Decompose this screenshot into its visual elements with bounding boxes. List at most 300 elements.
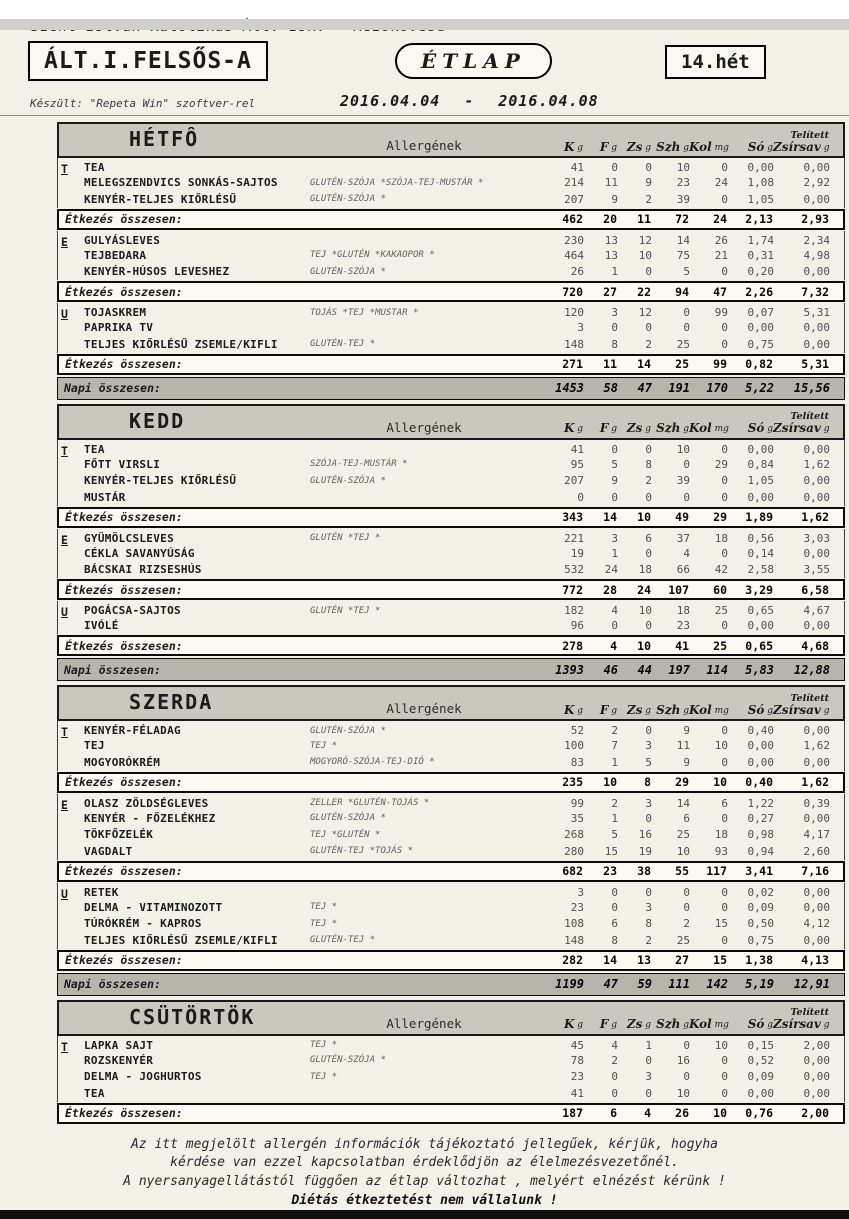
day-total-value: 5,22 — [745, 381, 774, 395]
menu-item-row — [58, 158, 844, 175]
item-value: 0 — [645, 546, 652, 560]
meal-total-value: 0,65 — [745, 638, 773, 653]
item-value: 2 — [645, 192, 652, 206]
meal-total-value: 55 — [675, 864, 689, 878]
item-value: 0,07 — [747, 306, 774, 319]
menu-item-row — [58, 843, 844, 860]
meal-total-value: 10 — [603, 775, 617, 789]
item-value: 0 — [721, 755, 728, 769]
week-number-box: 14.hét — [665, 45, 766, 79]
day-name: SZERDA — [129, 690, 214, 714]
column-header — [689, 141, 727, 154]
column-unit: g — [608, 1020, 617, 1031]
item-value: 532 — [564, 563, 584, 577]
item-value: 464 — [564, 248, 584, 262]
meal-total-value: 4,13 — [801, 953, 829, 967]
item-value: 2,58 — [747, 563, 774, 577]
item-value: 2,00 — [803, 1038, 830, 1052]
item-value: 3 — [645, 739, 652, 753]
footer-note — [0, 1136, 849, 1211]
item-value: 4,98 — [803, 248, 830, 262]
item-name: FŐTT VIRSLI — [84, 457, 161, 471]
meal-total-value: 24 — [713, 212, 727, 226]
column-header — [651, 141, 689, 154]
item-value: 100 — [564, 739, 584, 753]
meal-total-value: 187 — [562, 1106, 583, 1120]
item-allergens: TEJ * — [310, 1071, 338, 1082]
day-total-value: 197 — [668, 662, 690, 677]
column-label: Kol — [689, 139, 712, 154]
item-name: TEA — [84, 1086, 105, 1100]
item-value: 0 — [721, 933, 728, 947]
item-value: 1,74 — [747, 233, 774, 247]
item-value: 0 — [683, 1070, 690, 1084]
meal-total-value: 14 — [603, 510, 617, 524]
footer-line-bold: Diétás étkeztetést nem vállalunk ! — [291, 1193, 558, 1209]
item-value: 148 — [564, 933, 584, 947]
column-unit: g — [820, 142, 830, 153]
column-label: Só — [747, 139, 765, 154]
item-value: 230 — [564, 233, 584, 247]
item-name: TEJ — [84, 739, 105, 753]
document-title-badge: ÉTLAP — [395, 43, 552, 79]
item-value: 221 — [564, 531, 584, 545]
item-name: KENYÉR-TELJES KIŐRLÉSŰ — [84, 192, 237, 206]
day-name: HÉTFÔ — [129, 127, 200, 151]
meal-total-value: 0,76 — [745, 1106, 773, 1120]
item-value: 19 — [638, 844, 652, 858]
meal-total-value: 2,93 — [801, 212, 829, 226]
column-label: K — [563, 139, 575, 154]
item-value: 1,05 — [747, 474, 774, 488]
meal-total-value: 29 — [713, 510, 727, 524]
column-label: Zsírsav — [773, 139, 821, 154]
item-value: 2 — [645, 337, 652, 351]
item-value: 11 — [604, 176, 618, 190]
meal-total-value: 23 — [603, 864, 617, 878]
column-label: K — [563, 1017, 575, 1032]
column-label: Só — [747, 421, 765, 436]
menu-item-row — [58, 336, 844, 353]
item-value: 0,00 — [803, 1070, 830, 1084]
menu-item-row — [58, 545, 844, 562]
item-allergens: TEJ *GLUTÉN * — [310, 829, 381, 840]
meal-marker: T — [61, 1039, 68, 1054]
item-name: TEA — [84, 161, 105, 174]
day-total-value: 44 — [637, 662, 652, 677]
column-label: F — [599, 702, 609, 717]
item-value: 0 — [611, 161, 618, 174]
column-label: Szh — [656, 1017, 681, 1032]
item-value: 0 — [611, 490, 618, 504]
column-header — [617, 141, 651, 154]
item-value: 0 — [645, 811, 652, 825]
item-allergens: GLUTÉN-SZÓJA *SZÓJA-TEJ-MUSTÁR * — [310, 177, 484, 188]
item-name: KENYÉR-HÚSOS LEVESHEZ — [84, 265, 230, 279]
item-value: 12 — [638, 233, 652, 247]
column-unit: g — [764, 1020, 773, 1031]
day-header — [57, 404, 845, 440]
item-value: 7 — [611, 739, 618, 753]
meal-total-value: 20 — [603, 212, 617, 226]
column-label: Zs — [626, 702, 643, 717]
item-value: 9 — [611, 192, 618, 206]
meal-total-label: Étkezés összesen: — [65, 357, 183, 371]
meal-marker-cell — [58, 303, 84, 322]
item-value: 41 — [570, 1086, 584, 1100]
meal-marker-cell — [58, 440, 84, 459]
item-value: 0,56 — [747, 531, 774, 545]
item-value: 25 — [676, 828, 690, 842]
day-header — [57, 122, 845, 158]
column-unit: g — [642, 424, 651, 435]
meal-marker-cell — [58, 529, 84, 548]
item-name: TOJASKREM — [84, 306, 147, 319]
item-name: BÁCSKAI RIZSESHÚS — [84, 563, 202, 577]
item-value: 3,55 — [803, 563, 830, 577]
column-label: Kol — [689, 421, 712, 436]
item-allergens: GLUTÉN-SZÓJA * — [310, 475, 386, 486]
column-header — [583, 704, 617, 717]
item-value: 8 — [611, 933, 618, 947]
day-header — [57, 685, 845, 721]
meal-total-value: 2,26 — [745, 284, 773, 299]
column-label: Szh — [656, 702, 681, 717]
item-value: 0,00 — [803, 490, 830, 504]
day-section — [57, 404, 845, 682]
column-unit: g — [574, 1020, 583, 1031]
item-value: 0 — [721, 474, 728, 488]
meal-total-label: Étkezés összesen: — [65, 864, 183, 878]
column-header — [617, 1018, 651, 1031]
meal-total-value: 94 — [675, 284, 689, 299]
item-value: 0,50 — [747, 917, 774, 931]
column-label: Zsírsav — [773, 1017, 821, 1032]
menu-item-row — [58, 827, 844, 844]
item-allergens: SZÓJA-TEJ-MUSTÁR * — [310, 459, 408, 470]
meal-total-value: 720 — [562, 284, 583, 299]
item-allergens: GLUTÉN-SZÓJA * — [310, 725, 386, 736]
menu-item-row — [58, 1052, 844, 1069]
item-value: 1 — [611, 755, 618, 769]
item-value: 10 — [676, 844, 690, 858]
item-value: 0 — [721, 1053, 728, 1067]
menu-document-page — [0, 19, 849, 1219]
item-value: 0,00 — [747, 442, 774, 456]
day-total-value: 1199 — [555, 977, 584, 991]
meal-group — [57, 529, 845, 579]
item-value: 42 — [714, 563, 728, 577]
item-value: 9 — [683, 724, 690, 737]
item-value: 3 — [577, 321, 584, 335]
item-value: 23 — [570, 1070, 584, 1084]
item-value: 0 — [611, 885, 618, 899]
day-total-value: 114 — [706, 662, 728, 677]
scan-bottom-edge — [0, 1210, 849, 1219]
item-value: 0,00 — [747, 739, 774, 753]
item-value: 52 — [570, 724, 584, 737]
item-value: 0 — [645, 724, 652, 737]
item-value: 0,00 — [803, 619, 830, 633]
item-value: 0,00 — [747, 161, 774, 174]
date-separator: - — [464, 92, 475, 110]
column-unit: g — [680, 705, 689, 716]
meal-total-row — [57, 635, 845, 656]
meal-total-value: 1,38 — [745, 953, 773, 967]
meal-total-value: 3,29 — [745, 582, 773, 597]
column-header — [773, 1008, 829, 1031]
item-allergens: GLUTÉN *TEJ * — [310, 533, 381, 543]
item-allergens: GLUTÉN-SZÓJA * — [310, 1055, 386, 1066]
item-value: 214 — [564, 176, 584, 190]
day-total-label: Napi összesen: — [64, 977, 161, 991]
item-allergens: GLUTÉN *TEJ * — [310, 605, 381, 616]
item-value: 2 — [683, 917, 690, 931]
item-value: 3 — [645, 1070, 652, 1084]
meal-group — [57, 1036, 845, 1102]
day-section — [57, 1000, 845, 1124]
meal-group — [57, 158, 845, 208]
allergens-column-header: Allergének — [386, 138, 462, 153]
item-value: 0 — [645, 885, 652, 899]
meal-total-value: 14 — [637, 357, 651, 371]
menu-item-row — [58, 794, 844, 811]
column-label: Zsírsav — [773, 421, 821, 436]
scan-top-edge — [0, 19, 849, 30]
software-credit: Készült: "Repeta Win" szoftver-rel — [30, 97, 256, 110]
item-value: 0,00 — [803, 933, 830, 947]
meal-marker-cell — [58, 158, 84, 177]
menu-item-row — [58, 489, 844, 506]
item-value: 0 — [645, 321, 652, 335]
meal-group — [57, 721, 845, 771]
menu-item-row — [58, 440, 844, 457]
item-value: 0,75 — [747, 337, 774, 351]
item-name: OLASZ ZÖLDSÉGLEVES — [84, 796, 209, 810]
day-total-value: 47 — [603, 977, 618, 991]
item-value: 0 — [645, 442, 652, 456]
item-value: 2 — [611, 1053, 618, 1067]
item-value: 1 — [645, 1038, 652, 1052]
item-allergens: GLUTÉN-SZÓJA * — [310, 813, 386, 824]
item-value: 0,00 — [803, 885, 830, 899]
item-value: 2 — [645, 474, 652, 488]
item-value: 0 — [645, 1086, 652, 1100]
item-value: 4 — [611, 604, 618, 617]
column-header — [539, 704, 583, 717]
item-name: TÚRÓKRÉM - KAPROS — [84, 917, 202, 931]
subheader-row — [0, 91, 849, 116]
column-label: F — [599, 421, 609, 436]
item-value: 10 — [676, 1086, 690, 1100]
column-unit: g — [764, 142, 773, 153]
item-value: 0 — [721, 265, 728, 279]
menu-item-row — [58, 231, 844, 248]
item-value: 0,40 — [747, 724, 774, 737]
item-name: RETEK — [84, 885, 119, 899]
meal-total-value: 1,62 — [801, 775, 829, 789]
menu-item-row — [58, 721, 844, 738]
item-value: 4,17 — [803, 828, 830, 842]
item-value: 148 — [564, 337, 584, 351]
column-header — [617, 422, 651, 435]
meal-total-value: 4 — [644, 1106, 651, 1120]
menu-item-row — [58, 175, 844, 192]
item-value: 0,20 — [747, 265, 774, 279]
item-value: 0 — [721, 1086, 728, 1100]
meal-total-value: 0,82 — [745, 357, 773, 371]
item-value: 0,75 — [747, 933, 774, 947]
item-value: 0,39 — [803, 796, 830, 810]
item-value: 9 — [611, 474, 618, 488]
menu-item-row — [58, 738, 844, 755]
item-value: 0,09 — [747, 900, 774, 914]
day-total-label: Napi összesen: — [64, 662, 161, 677]
item-value: 207 — [564, 474, 584, 488]
column-header — [727, 422, 773, 435]
item-value: 99 — [714, 306, 728, 319]
item-value: 8 — [645, 917, 652, 931]
item-name: ROZSKENYÉR — [84, 1053, 154, 1067]
meal-total-label: Étkezés összesen: — [65, 1106, 183, 1120]
item-value: 280 — [564, 844, 584, 858]
item-value: 41 — [570, 442, 584, 456]
day-total-label: Napi összesen: — [64, 381, 161, 395]
item-value: 0,00 — [803, 1086, 830, 1100]
meal-total-value: 13 — [637, 953, 651, 967]
item-name: DELMA - VITAMINOZOTT — [84, 900, 223, 914]
item-value: 2,34 — [803, 233, 830, 247]
item-value: 0,65 — [747, 604, 774, 617]
item-value: 1 — [611, 546, 618, 560]
column-unit: g — [608, 142, 617, 153]
item-value: 23 — [676, 176, 690, 190]
column-unit: g — [642, 142, 651, 153]
item-value: 39 — [676, 192, 690, 206]
item-value: 0,00 — [803, 811, 830, 825]
item-value: 5 — [611, 828, 618, 842]
item-value: 0,84 — [747, 457, 774, 471]
item-value: 0 — [683, 1038, 690, 1052]
meal-total-value: 14 — [603, 953, 617, 967]
column-unit: g — [820, 1020, 830, 1031]
item-value: 0 — [721, 161, 728, 174]
item-value: 15 — [714, 917, 728, 931]
meal-total-label: Étkezés összesen: — [65, 510, 183, 524]
column-unit: g — [608, 424, 617, 435]
item-name: TELJES KIŐRLÉSŰ ZSEMLE/KIFLI — [84, 933, 278, 947]
item-value: 37 — [676, 531, 690, 545]
item-value: 0 — [645, 619, 652, 633]
item-allergens: GLUTÉN-TEJ *TOJÁS * — [310, 846, 413, 857]
item-value: 0 — [721, 619, 728, 633]
item-value: 16 — [638, 828, 652, 842]
meal-total-value: 2,13 — [745, 212, 773, 226]
menu-item-row — [58, 1036, 844, 1053]
column-unit: mg — [711, 705, 729, 716]
item-value: 0,00 — [803, 442, 830, 456]
menu-item-row — [58, 191, 844, 208]
item-value: 0 — [683, 306, 690, 319]
menu-item-row — [58, 810, 844, 827]
item-value: 29 — [714, 457, 728, 471]
item-value: 5 — [611, 457, 618, 471]
item-value: 0 — [721, 900, 728, 914]
column-label: F — [599, 139, 609, 154]
item-value: 1,62 — [803, 457, 830, 471]
column-label: K — [563, 702, 575, 717]
column-unit: g — [608, 705, 617, 716]
item-value: 0 — [683, 900, 690, 914]
item-value: 6 — [683, 811, 690, 825]
meal-total-value: 29 — [675, 775, 689, 789]
item-value: 0,00 — [803, 192, 830, 206]
item-value: 0,00 — [747, 321, 774, 335]
item-name: KENYÉR-FÉLADAG — [84, 724, 181, 737]
menu-item-row — [58, 601, 844, 618]
column-header — [773, 131, 829, 154]
item-value: 0 — [645, 1053, 652, 1067]
column-header — [651, 1018, 689, 1031]
item-value: 0,00 — [803, 161, 830, 174]
meal-total-value: 278 — [562, 638, 583, 653]
item-value: 10 — [714, 1038, 728, 1052]
menu-item-row — [58, 1069, 844, 1086]
meal-total-value: 1,62 — [801, 510, 829, 524]
footer-line: A nyersanyagellátástól függően az étlap változhat , melyért elnézést kérünk ! — [123, 1174, 726, 1190]
item-value: 10 — [638, 604, 652, 617]
item-allergens: GLUTÉN-SZÓJA * — [310, 194, 386, 205]
day-total-value: 58 — [603, 381, 618, 395]
item-value: 0,94 — [747, 844, 774, 858]
item-allergens: GLUTÉN-TEJ * — [310, 935, 376, 946]
column-header — [539, 1018, 583, 1031]
meal-total-value: 49 — [675, 510, 689, 524]
item-value: 13 — [604, 248, 618, 262]
day-total-value: 1453 — [555, 381, 584, 395]
item-value: 0,52 — [747, 1053, 774, 1067]
item-value: 0 — [611, 1070, 618, 1084]
meal-total-value: 7,16 — [801, 864, 829, 878]
menu-item-row — [58, 247, 844, 264]
item-value: 18 — [676, 604, 690, 617]
meal-total-value: 5,31 — [801, 357, 829, 371]
item-value: 4,67 — [803, 604, 830, 617]
meal-group — [57, 440, 845, 506]
day-name: KEDD — [129, 408, 186, 433]
column-label: Zs — [626, 139, 643, 154]
column-header — [689, 704, 727, 717]
meal-group — [57, 601, 845, 634]
column-unit: g — [642, 705, 651, 716]
meal-marker: T — [61, 725, 68, 739]
column-label: Só — [747, 1017, 765, 1032]
item-name: CÉKLA SAVANYÚSÁG — [84, 546, 195, 560]
item-value: 0,98 — [747, 828, 774, 842]
menu-item-row — [58, 754, 844, 771]
item-value: 5 — [683, 265, 690, 279]
item-name: MUSTÁR — [84, 490, 126, 504]
column-header — [583, 1018, 617, 1031]
menu-item-row — [58, 916, 844, 933]
meal-total-value: 10 — [637, 510, 651, 524]
column-unit: g — [680, 424, 689, 435]
meal-total-value: 10 — [713, 775, 727, 789]
item-value: 18 — [714, 828, 728, 842]
item-allergens: GLUTÉN-SZÓJA * — [310, 266, 386, 277]
item-value: 41 — [570, 161, 584, 174]
item-value: 4 — [683, 546, 690, 560]
